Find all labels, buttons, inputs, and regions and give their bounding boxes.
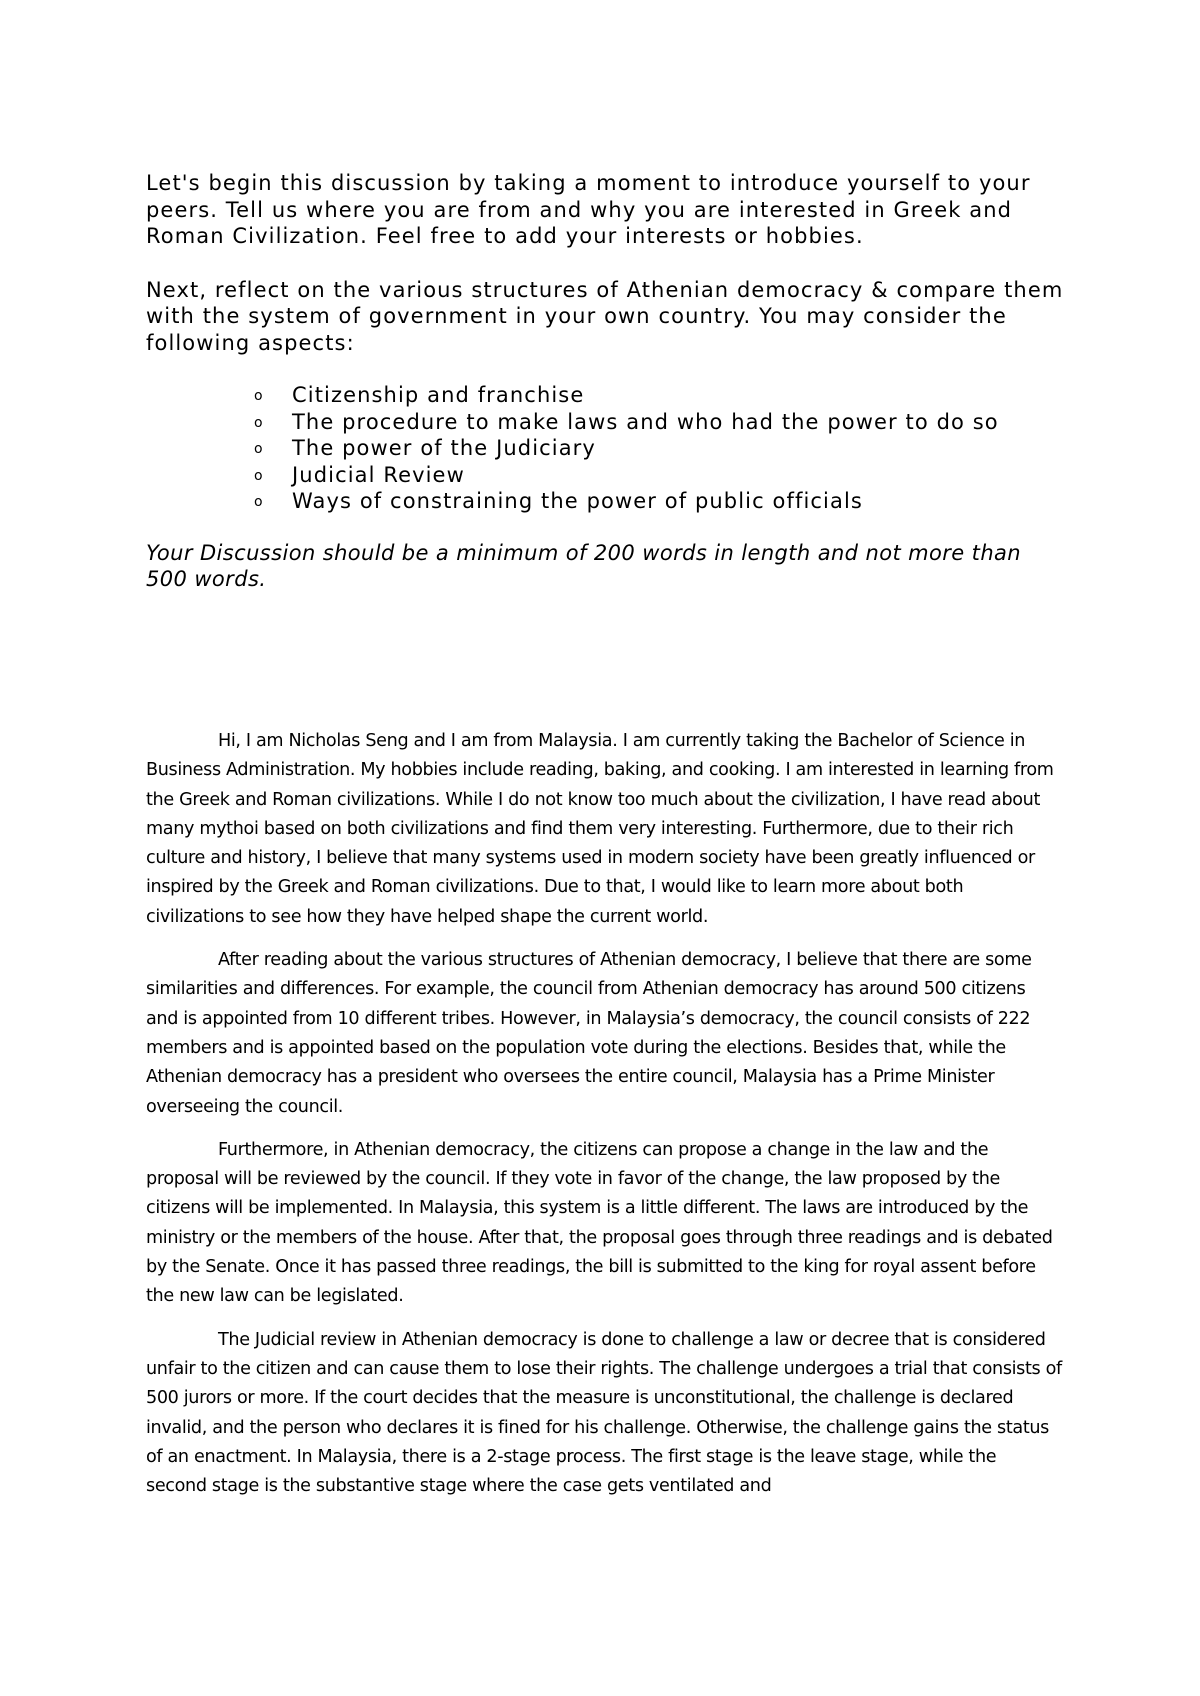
list-item (146, 488, 1066, 515)
essay-paragraph-structures: After reading about the various structures of Athenian democracy, I believe that there are some similarities and differences. For example, the council from Athenian democracy has around 500 citizens and is appointed from 10 different tribes. However, in Malaysia’s democracy, the council consists of 222 members and is appointed based on the population vote during the elections. Besides that, while the Athenian democracy has a president who oversees the entire council, Malaysia has a Prime Minister overseeing the council. (146, 950, 1032, 1117)
hollow-bullet-icon: o (254, 467, 264, 484)
hollow-bullet-icon: o (254, 388, 264, 404)
hollow-bullet-icon: o (254, 494, 264, 510)
list-item (146, 382, 1066, 409)
essay-paragraph-intro: Hi, I am Nicholas Seng and I am from Malaysia. I am currently taking the Bachelor of Science in Business Administration. My hobbies include reading, baking, and cooking. I am interested in learning from the Greek and Roman civilizations. While I do not know too much about the civilization, I have read about many mythoi based on both civilizations and find them very interesting. Furthermore, due to their rich culture and history, I believe that many systems used in modern society have been greatly influenced or inspired by the Greek and Roman civilizations. Due to that, I would like to learn more about both civilizations to see how they have helped shape the current world. (146, 731, 1054, 927)
hollow-bullet-icon: o (254, 414, 264, 431)
aspect-text: The procedure to make laws and who had the power to do so (292, 409, 999, 434)
aspect-text: Citizenship and franchise (292, 383, 585, 407)
prompt-reflect-paragraph: Next, reflect on the various structures of Athenian democracy & compare them with the system of government in your own country. You may consider the following aspects: (146, 277, 1064, 355)
prompt-intro-paragraph: Let's begin this discussion by taking a moment to introduce yourself to your peers. Tell us where you are from and why you are interested in Greek and Roman Civilization. Feel free to add your interests or hobbies. (146, 171, 1031, 248)
aspects-list (146, 382, 1066, 515)
list-item (146, 409, 1066, 436)
aspect-text: The power of the Judiciary (292, 436, 596, 460)
essay-paragraph-judicial-review: The Judicial review in Athenian democracy is done to challenge a law or decree that is considered unfair to the citizen and can cause them to lose their rights. The challenge undergoes a trial that consists of 500 jurors or more. If the court decides that the measure is unconstitutional, the challenge is declared invalid, and the person who declares it is fined for his challenge. Otherwise, the challenge gains the status of an enactment. In Malaysia, there is a 2-stage process. The first stage is the leave stage, while the second stage is the substantive stage where the case gets ventilated and (146, 1329, 1062, 1497)
essay-paragraph-laws: Furthermore, in Athenian democracy, the citizens can propose a change in the law and the proposal will be reviewed by the council. If they vote in favor of the change, the law proposed by the citizens will be implemented. In Malaysia, this system is a little different. The laws are introduced by the ministry or the members of the house. After that, the proposal goes through three readings and is debated by the Senate. Once it has passed three readings, the bill is submitted to the king for royal assent before the new law can be legislated. (146, 1139, 1053, 1307)
aspect-text: Ways of constraining the power of public officials (292, 489, 863, 513)
list-item (146, 435, 1066, 462)
list-item (146, 462, 1066, 489)
length-instructions: Your Discussion should be a minimum of 200 words in length and not more than 500 words. (146, 540, 1022, 591)
aspect-text: Judicial Review (292, 462, 465, 487)
discussion-prompt (146, 170, 1066, 593)
hollow-bullet-icon: o (254, 441, 264, 457)
essay-response (146, 727, 1062, 1515)
